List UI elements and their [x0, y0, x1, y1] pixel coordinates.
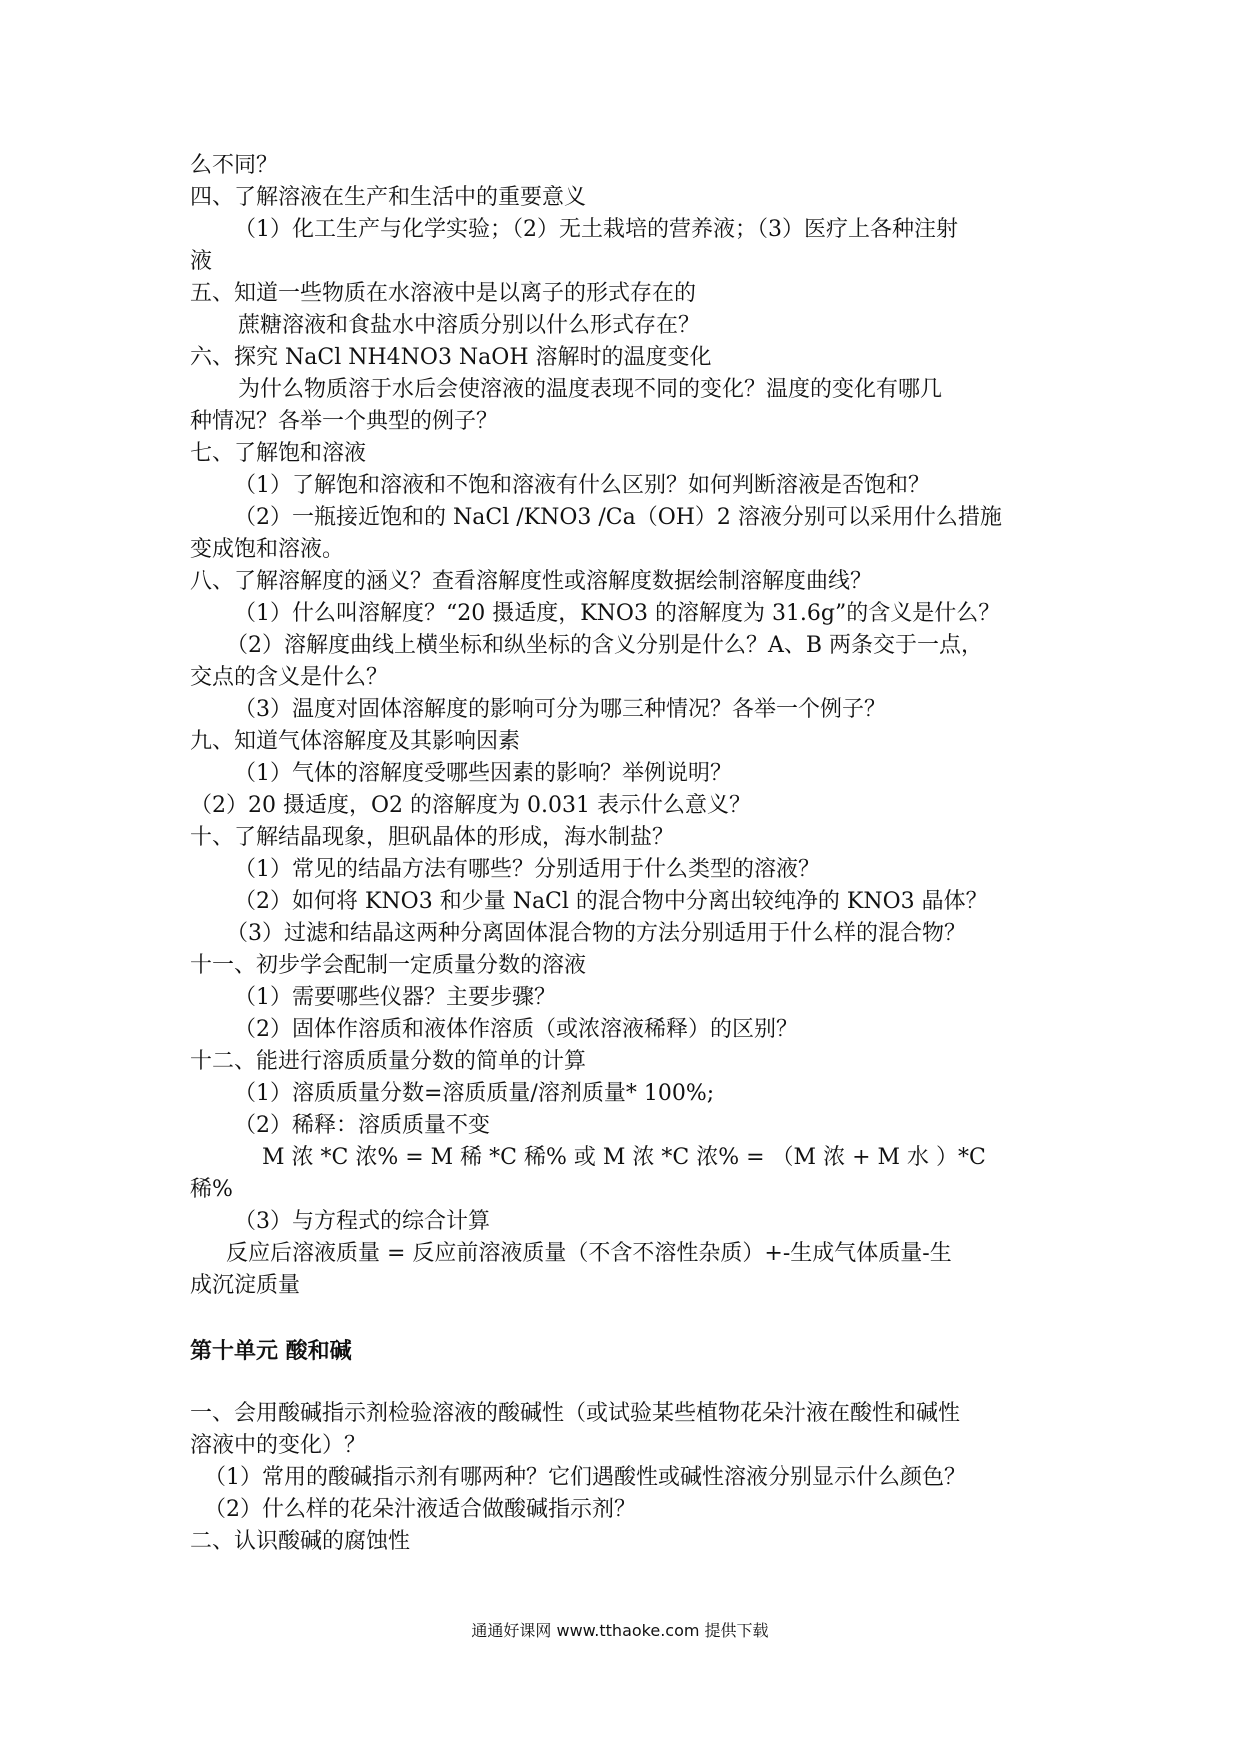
text-line: （2）溶解度曲线上横坐标和纵坐标的含义分别是什么？A、B 两条交于一点，: [226, 633, 984, 658]
text-line: （2）如何将 KNO3 和少量 NaCl 的混合物中分离出较纯净的 KNO3 晶体？: [234, 889, 988, 914]
text-line: （1）了解饱和溶液和不饱和溶液有什么区别？如何判断溶液是否饱和？: [234, 473, 930, 498]
heading-line: 七、了解饱和溶液: [190, 441, 367, 466]
text-line: 变成饱和溶液。: [190, 537, 345, 562]
text-line: 种情况？各举一个典型的例子？: [190, 409, 499, 434]
text-line: （1）化工生产与化学实验；（2）无土栽培的营养液；（3）医疗上各种注射: [234, 217, 958, 242]
text-line: （1）气体的溶解度受哪些因素的影响？举例说明？: [234, 761, 732, 786]
text-line: （3）与方程式的综合计算: [234, 1209, 490, 1234]
text-line: （2）20 摄适度，O2 的溶解度为 0.031 表示什么意义？: [190, 793, 751, 818]
text-line: （1）溶质质量分数=溶质质量/溶剂质量* 100%;: [234, 1081, 715, 1106]
text-line: 交点的含义是什么？: [190, 665, 389, 690]
heading-line: 四、了解溶液在生产和生活中的重要意义: [190, 185, 587, 210]
heading-line: 二、认识酸碱的腐蚀性: [190, 1529, 411, 1554]
text-line: （1）需要哪些仪器？主要步骤？: [234, 985, 556, 1010]
text-line: （2）什么样的花朵汁液适合做酸碱指示剂？: [204, 1497, 636, 1522]
heading-line: 十、了解结晶现象，胆矾晶体的形成，海水制盐？: [190, 825, 675, 850]
formula-line: 稀%: [190, 1177, 233, 1202]
text-line: 成沉淀质量: [190, 1273, 301, 1298]
heading-line: 十二、能进行溶质质量分数的简单的计算: [190, 1049, 587, 1074]
heading-line: 五、知道一些物质在水溶液中是以离子的形式存在的: [190, 281, 697, 306]
document-body: [190, 150, 1070, 1558]
text-line: （1）常用的酸碱指示剂有哪两种？它们遇酸性或碱性溶液分别显示什么颜色？: [204, 1465, 966, 1490]
formula-line: M 浓 *C 浓% = M 稀 *C 稀% 或 M 浓 *C 浓% = （M 浓 + M 水 ）*C: [262, 1145, 986, 1170]
heading-line: 九、知道气体溶解度及其影响因素: [190, 729, 521, 754]
text-line: （2）一瓶接近饱和的 NaCl /KNO3 /Ca（OH）2 溶液分别可以采用什么措施: [234, 505, 1002, 530]
heading-line: 十一、初步学会配制一定质量分数的溶液: [190, 953, 587, 978]
text-line: （3）温度对固体溶解度的影响可分为哪三种情况？各举一个例子？: [234, 697, 886, 722]
text-line: 反应后溶液质量 = 反应前溶液质量（不含不溶性杂质）+-生成气体质量-生: [226, 1241, 952, 1266]
text-line: 蔗糖溶液和食盐水中溶质分别以什么形式存在？: [238, 313, 701, 338]
text-line: （2）稀释：溶质质量不变: [234, 1113, 490, 1138]
text-line: 溶液中的变化）？: [190, 1433, 367, 1458]
heading-line: 六、探究 NaCl NH4NO3 NaOH 溶解时的温度变化: [190, 345, 712, 370]
heading-line: 八、了解溶解度的涵义？查看溶解度性或溶解度数据绘制溶解度曲线？: [190, 569, 873, 594]
text-line: 么不同？: [190, 153, 279, 178]
text-line: （1）什么叫溶解度？“20 摄适度，KNO3 的溶解度为 31.6g”的含义是什么？: [234, 601, 1001, 626]
text-line: 为什么物质溶于水后会使溶液的温度表现不同的变化？温度的变化有哪几: [238, 377, 943, 402]
text-line: （3）过滤和结晶这两种分离固体混合物的方法分别适用于什么样的混合物？: [226, 921, 966, 946]
page-footer: 通通好课网 www.tthaoke.com 提供下载: [471, 1621, 769, 1640]
heading-line: 一、会用酸碱指示剂检验溶液的酸碱性（或试验某些植物花朵汁液在酸性和碱性: [190, 1401, 961, 1426]
text-line: （1）常见的结晶方法有哪些？分别适用于什么类型的溶液？: [234, 857, 820, 882]
text-line: 液: [190, 249, 213, 274]
text-line: （2）固体作溶质和液体作溶质（或浓溶液稀释）的区别？: [234, 1017, 798, 1042]
section-title: 第十单元 酸和碱: [190, 1339, 352, 1364]
